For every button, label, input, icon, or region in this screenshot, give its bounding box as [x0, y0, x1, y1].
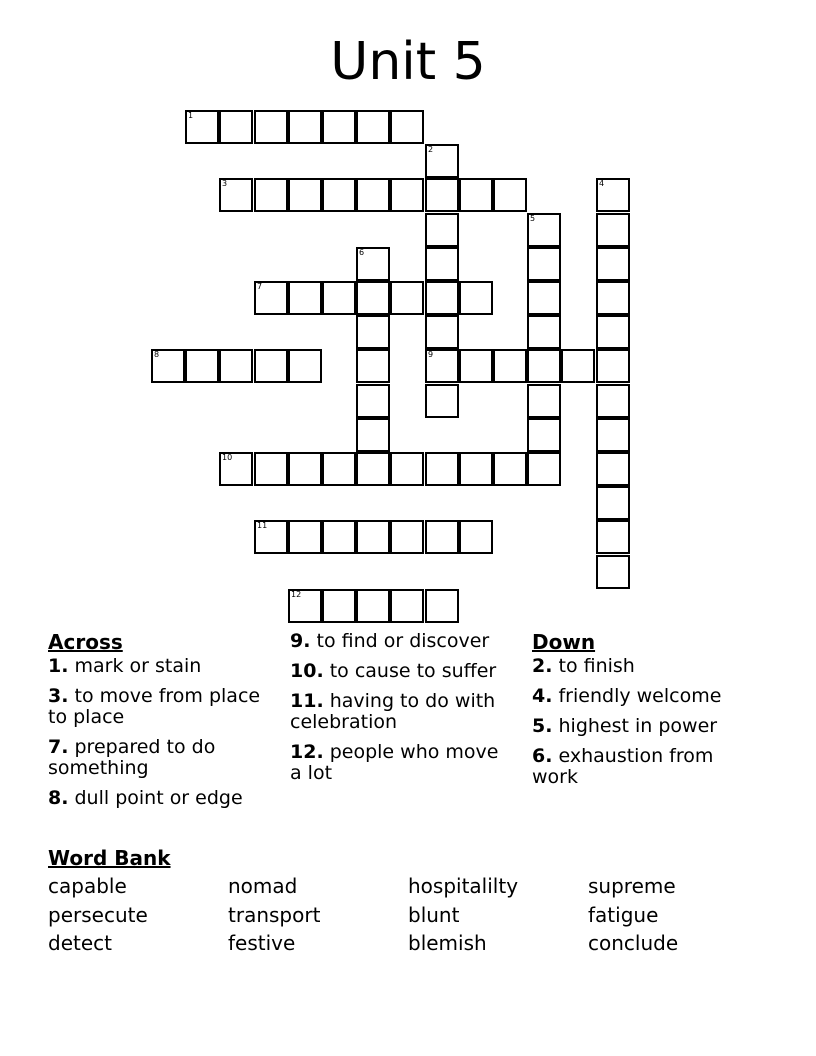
- crossword-cell[interactable]: [527, 247, 561, 281]
- crossword-cell[interactable]: [356, 452, 390, 486]
- down-heading: Down: [532, 630, 596, 654]
- down-clues-column: [532, 630, 762, 797]
- crossword-cell[interactable]: [459, 349, 493, 383]
- crossword-cell[interactable]: [288, 178, 322, 212]
- crossword-cell[interactable]: [322, 520, 356, 554]
- clue-number: 3.: [48, 685, 69, 707]
- clue-number: 5.: [532, 715, 553, 737]
- clue-down-6: [532, 746, 762, 788]
- across-clues-column-2: [290, 631, 515, 793]
- crossword-cell[interactable]: [390, 520, 424, 554]
- clue-across-7: [48, 737, 278, 779]
- crossword-cell[interactable]: [425, 384, 459, 418]
- clue-number: 6.: [532, 745, 553, 767]
- crossword-cell[interactable]: [459, 281, 493, 315]
- clue-text: having to do with celebration: [290, 690, 496, 733]
- clue-text: friendly welcome: [552, 685, 722, 707]
- crossword-cell[interactable]: [288, 110, 322, 144]
- crossword-cell[interactable]: [356, 110, 390, 144]
- crossword-cell[interactable]: [254, 520, 288, 554]
- across-clues-column-1: [48, 630, 278, 818]
- crossword-cell[interactable]: [390, 178, 424, 212]
- crossword-cell[interactable]: [527, 315, 561, 349]
- crossword-cell[interactable]: [254, 178, 288, 212]
- crossword-cell[interactable]: [390, 110, 424, 144]
- word-bank-word: conclude: [588, 931, 679, 955]
- clue-text: mark or stain: [68, 655, 202, 677]
- crossword-cell[interactable]: [254, 281, 288, 315]
- clue-number: 8.: [48, 787, 69, 809]
- crossword-cell[interactable]: [254, 110, 288, 144]
- crossword-cell[interactable]: [356, 520, 390, 554]
- crossword-cell[interactable]: [527, 281, 561, 315]
- crossword-cell[interactable]: [356, 589, 390, 623]
- clue-text: to cause to suffer: [323, 660, 497, 682]
- crossword-cell[interactable]: [596, 213, 630, 247]
- clue-across-9: [290, 631, 515, 652]
- cell-number: 3: [222, 179, 228, 188]
- cell-number: 1: [188, 111, 194, 120]
- crossword-cell[interactable]: [288, 520, 322, 554]
- clue-across-1: [48, 656, 278, 677]
- clue-number: 12.: [290, 741, 324, 763]
- crossword-cell[interactable]: [527, 349, 561, 383]
- crossword-cell[interactable]: [219, 349, 253, 383]
- crossword-cell[interactable]: [254, 452, 288, 486]
- crossword-cell[interactable]: [425, 178, 459, 212]
- crossword-cell[interactable]: [356, 281, 390, 315]
- crossword-cell[interactable]: [322, 178, 356, 212]
- word-bank-heading: Word Bank: [48, 846, 171, 870]
- word-bank-word: persecute: [48, 903, 148, 927]
- clue-number: 1.: [48, 655, 69, 677]
- across-heading: Across: [48, 630, 123, 654]
- clue-text: to move from place to place: [48, 685, 261, 728]
- cell-number: 4: [599, 179, 605, 188]
- crossword-cell[interactable]: [322, 110, 356, 144]
- clue-text: exhaustion from work: [532, 745, 714, 788]
- crossword-cell[interactable]: [596, 247, 630, 281]
- crossword-cell[interactable]: [493, 178, 527, 212]
- clue-across-10: [290, 661, 515, 682]
- crossword-cell[interactable]: [493, 349, 527, 383]
- crossword-cell[interactable]: [425, 520, 459, 554]
- crossword-cell[interactable]: [459, 452, 493, 486]
- crossword-cell[interactable]: [425, 589, 459, 623]
- word-bank-word: nomad: [228, 874, 298, 898]
- word-bank-word: blemish: [408, 931, 487, 955]
- crossword-cell[interactable]: [459, 178, 493, 212]
- crossword-cell[interactable]: [596, 315, 630, 349]
- crossword-cell[interactable]: [390, 589, 424, 623]
- clue-number: 9.: [290, 630, 311, 652]
- word-bank-word: fatigue: [588, 903, 659, 927]
- crossword-cell[interactable]: [425, 247, 459, 281]
- crossword-cell[interactable]: [596, 555, 630, 589]
- crossword-cell[interactable]: [356, 384, 390, 418]
- word-bank-word: transport: [228, 903, 321, 927]
- clue-text: people who move a lot: [290, 741, 499, 784]
- cell-number: 11: [257, 521, 268, 530]
- crossword-cell[interactable]: [527, 384, 561, 418]
- crossword-cell[interactable]: [185, 349, 219, 383]
- clue-number: 7.: [48, 736, 69, 758]
- crossword-cell[interactable]: [425, 144, 459, 178]
- crossword-cell[interactable]: [425, 452, 459, 486]
- cell-number: 2: [428, 145, 434, 154]
- crossword-cell[interactable]: [322, 589, 356, 623]
- word-bank-word: detect: [48, 931, 112, 955]
- crossword-cell[interactable]: [219, 178, 253, 212]
- crossword-cell[interactable]: [527, 452, 561, 486]
- crossword-cell[interactable]: [561, 349, 595, 383]
- crossword-cell[interactable]: [288, 349, 322, 383]
- crossword-cell[interactable]: [596, 452, 630, 486]
- crossword-cell[interactable]: [390, 281, 424, 315]
- cell-number: 10: [222, 453, 233, 462]
- clue-text: dull point or edge: [68, 787, 243, 809]
- crossword-cell[interactable]: [527, 418, 561, 452]
- crossword-cell[interactable]: [356, 418, 390, 452]
- crossword-cell[interactable]: [493, 452, 527, 486]
- crossword-cell[interactable]: [185, 110, 219, 144]
- crossword-cell[interactable]: [596, 349, 630, 383]
- crossword-cell[interactable]: [527, 213, 561, 247]
- clue-number: 2.: [532, 655, 553, 677]
- crossword-cell[interactable]: [356, 315, 390, 349]
- word-bank-word: blunt: [408, 903, 460, 927]
- crossword-cell[interactable]: [425, 349, 459, 383]
- cell-number: 5: [530, 214, 536, 223]
- clue-down-4: [532, 686, 762, 707]
- word-bank-word: supreme: [588, 874, 676, 898]
- clue-text: to finish: [552, 655, 635, 677]
- crossword-cell[interactable]: [356, 247, 390, 281]
- crossword-cell[interactable]: [219, 452, 253, 486]
- clue-down-2: [532, 656, 762, 677]
- clue-text: to find or discover: [310, 630, 490, 652]
- clue-number: 10.: [290, 660, 324, 682]
- clue-text: prepared to do something: [48, 736, 216, 779]
- crossword-cell[interactable]: [322, 281, 356, 315]
- crossword-cell[interactable]: [596, 178, 630, 212]
- crossword-cell[interactable]: [356, 178, 390, 212]
- cell-number: 9: [428, 350, 434, 359]
- crossword-cell[interactable]: [459, 520, 493, 554]
- crossword-cell[interactable]: [390, 452, 424, 486]
- word-bank-word: hospitalilty: [408, 874, 519, 898]
- crossword-cell[interactable]: [596, 418, 630, 452]
- crossword-cell[interactable]: [219, 110, 253, 144]
- crossword-cell[interactable]: [288, 452, 322, 486]
- crossword-cell[interactable]: [425, 213, 459, 247]
- crossword-cell[interactable]: [356, 349, 390, 383]
- clue-down-5: [532, 716, 762, 737]
- clue-text: highest in power: [552, 715, 718, 737]
- clue-across-11: [290, 691, 515, 733]
- crossword-cell[interactable]: [596, 520, 630, 554]
- clue-number: 11.: [290, 690, 324, 712]
- crossword-cell[interactable]: [425, 281, 459, 315]
- clue-across-12: [290, 742, 515, 784]
- crossword-cell[interactable]: [322, 452, 356, 486]
- crossword-cell[interactable]: [254, 349, 288, 383]
- clue-number: 4.: [532, 685, 553, 707]
- cell-number: 8: [154, 350, 160, 359]
- word-bank-word: capable: [48, 874, 127, 898]
- crossword-cell[interactable]: [596, 486, 630, 520]
- cell-number: 7: [257, 282, 263, 291]
- cell-number: 6: [359, 248, 365, 257]
- word-bank-word: festive: [228, 931, 296, 955]
- page-title: Unit 5: [330, 32, 486, 92]
- clue-across-3: [48, 686, 278, 728]
- crossword-cell[interactable]: [288, 589, 322, 623]
- crossword-cell[interactable]: [425, 315, 459, 349]
- cell-number: 12: [291, 590, 302, 599]
- crossword-cell[interactable]: [596, 281, 630, 315]
- clue-across-8: [48, 788, 278, 809]
- crossword-cell[interactable]: [596, 384, 630, 418]
- crossword-cell[interactable]: [151, 349, 185, 383]
- crossword-cell[interactable]: [288, 281, 322, 315]
